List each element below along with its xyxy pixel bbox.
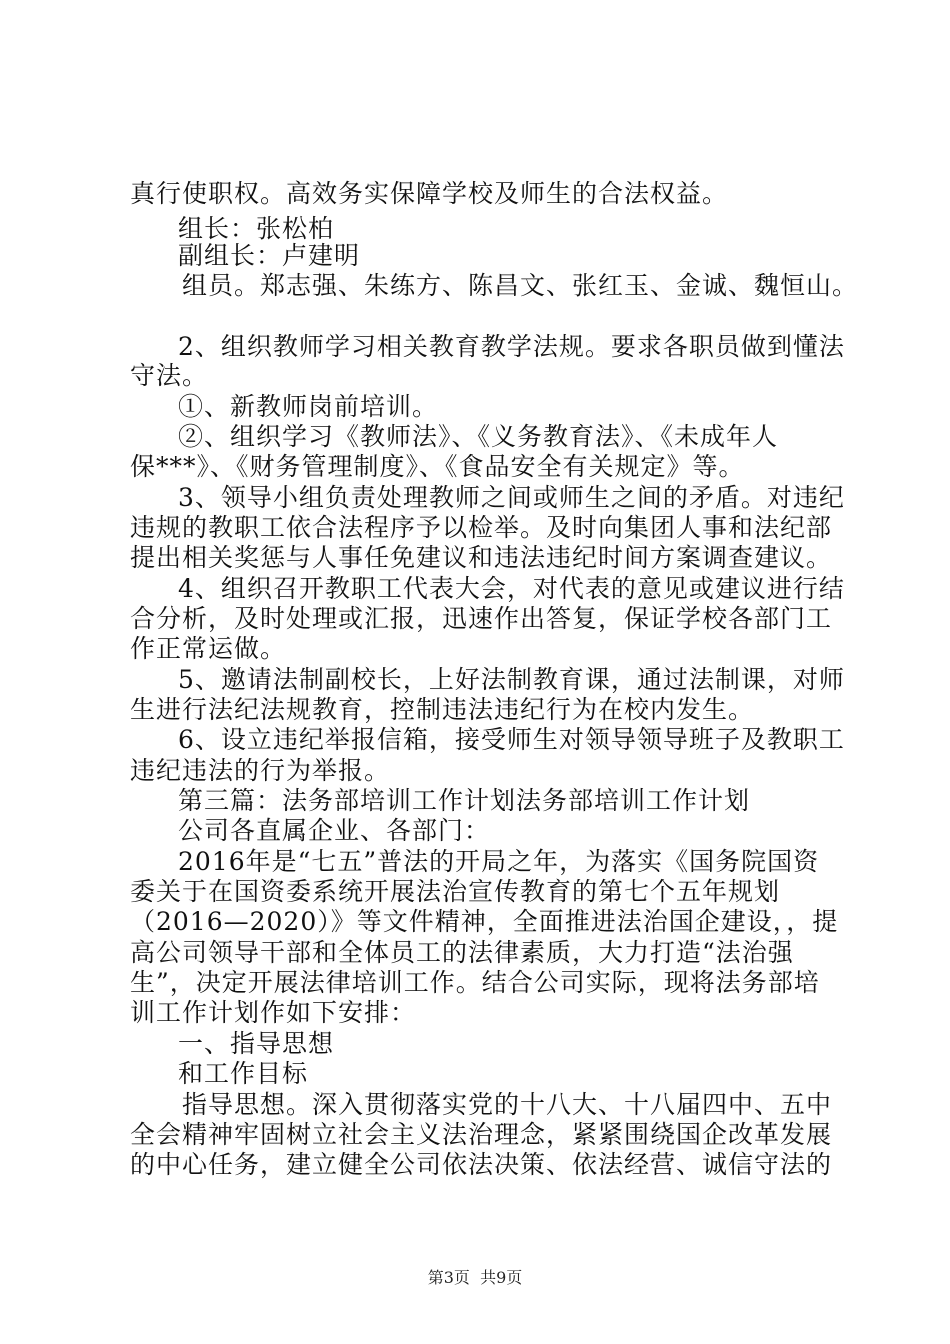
- section-heading: 一、指导思想: [178, 1029, 335, 1058]
- page-footer: 第3页 共9页: [427, 1268, 523, 1287]
- text-line: 2、组织教师学习相关教育教学法规。要求各职员做到懂法: [178, 332, 845, 361]
- text-line: 训工作计划作如下安排：: [130, 998, 417, 1027]
- text-line: 委关于在国资委系统开展法治宣传教育的第七个五年规划: [130, 877, 781, 906]
- text-line: 生进行法纪法规教育，控制违法违纪行为在校内发生。: [130, 695, 755, 724]
- text-line: 高公司领导干部和全体员工的法律素质，大力打造“法治强: [130, 938, 794, 967]
- text-line: 违规的教职工依合法程序予以检举。及时向集团人事和法纪部: [130, 513, 833, 542]
- text-line: ①、新教师岗前培训。: [178, 392, 439, 421]
- text-line: 5、邀请法制副校长，上好法制教育课，通过法制课，对师: [178, 665, 845, 694]
- text-line: 2016年是“七五”普法的开局之年，为落实《国务院国资: [178, 847, 820, 876]
- text-line: 副组长：卢建明: [178, 241, 361, 270]
- text-line: 3、领导小组负责处理教师之间或师生之间的矛盾。对违纪: [178, 483, 845, 512]
- text-line: 4、组织召开教职工代表大会，对代表的意见或建议进行结: [178, 574, 845, 603]
- text-line: 生”，决定开展法律培训工作。结合公司实际，现将法务部培: [130, 968, 820, 997]
- text-line: 提出相关奖惩与人事任免建议和违法违纪时间方案调查建议。: [130, 543, 833, 572]
- section-heading: 和工作目标: [178, 1059, 309, 1088]
- text-line: 组员。郑志强、朱练方、陈昌文、张红玉、金诚、魏恒山。: [182, 271, 859, 300]
- text-line: 6、设立违纪举报信箱，接受师生对领导领导班子及教职工: [178, 725, 845, 754]
- text-line: 保***》、《财务管理制度》、《食品安全有关规定》等。: [130, 452, 745, 481]
- text-line: 的中心任务，建立健全公司依法决策、依法经营、诚信守法的: [130, 1150, 833, 1179]
- text-line: 指导思想。深入贯彻落实党的十八大、十八届四中、五中: [182, 1090, 833, 1119]
- text-line: 组长：张松柏: [178, 214, 335, 243]
- text-line: 守法。: [130, 361, 209, 390]
- text-line: 作正常运做。: [130, 634, 287, 663]
- text-line: 真行使职权。高效务实保障学校及师生的合法权益。: [130, 179, 729, 208]
- text-line: 全会精神牢固树立社会主义法治理念，紧紧围绕国企改革发展: [130, 1120, 833, 1149]
- text-line: （2016—2020）》等文件精神，全面推进法治国企建设，，提: [130, 907, 839, 936]
- text-line: 合分析，及时处理或汇报，迅速作出答复，保证学校各部门工: [130, 604, 833, 633]
- text-line: 公司各直属企业、各部门：: [178, 816, 491, 845]
- text-line: 违纪违法的行为举报。: [130, 756, 391, 785]
- text-line: ②、组织学习《教师法》、《义务教育法》、《未成年人: [178, 422, 779, 451]
- section-heading: 第三篇：法务部培训工作计划法务部培训工作计划: [178, 786, 751, 815]
